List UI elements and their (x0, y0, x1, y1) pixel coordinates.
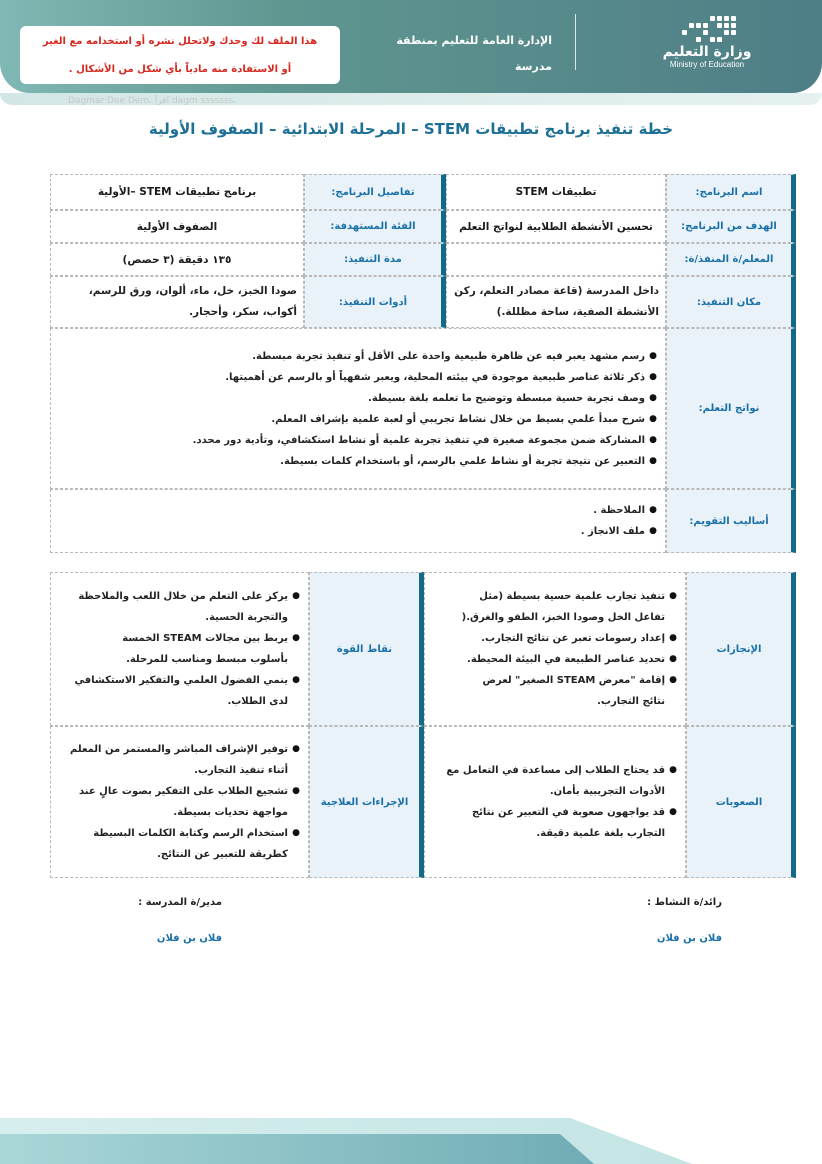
principal-name: فلان بن فلان (156, 933, 222, 944)
item-line: ● يركز على التعلم من خلال اللعب والملاحظة (78, 591, 288, 602)
table-row (50, 243, 796, 276)
ministry-name-ar: وزارة التعليم (662, 44, 752, 60)
evaluation-results-table (50, 572, 796, 878)
goal-value: تحسين الأنشطة الطلابية لنواتج التعلم (446, 210, 666, 243)
item-line: نتائج التجارب. (597, 696, 665, 707)
table-row (50, 726, 796, 878)
program-details-label: تفاصيل البرنامج: (304, 174, 446, 210)
list-item (429, 628, 677, 649)
leader-name: فلان بن فلان (656, 933, 722, 944)
logo-dots-icon (678, 16, 736, 42)
list-item (55, 670, 300, 712)
admin-line-2: مدرسة (515, 60, 552, 73)
item-line: ● استخدام الرسم وكتابة الكلمات البسيطة (93, 828, 288, 839)
item-line: ● تشجيع الطلاب على التفكير بصوت عالٍ عند (79, 786, 288, 797)
duration-label: مدة التنفيذ: (304, 243, 446, 276)
item-line: ● تحديد عناصر الطبيعة في البيئة المحيطة. (467, 654, 665, 665)
achievements-cell (424, 572, 686, 726)
item-line: كطريقة للتعبير عن النتائج. (157, 849, 288, 860)
list-item (55, 628, 300, 670)
item-line: تفاعل الخل وصودا الخبز، الطفو والغرق.( (461, 612, 665, 623)
item-line: أثناء تنفيذ التجارب. (194, 765, 288, 776)
notice-line-2: أو الاستفادة منه مادياً بأي شكل من الأشكال . (68, 64, 292, 75)
item-line: بأسلوب مبسط ومناسب للمرحلة. (126, 654, 288, 665)
program-name-label: اسم البرنامج: (666, 174, 796, 210)
table-row (50, 210, 796, 243)
target-label: الفئة المستهدفة: (304, 210, 446, 243)
tools-value-line-1: صودا الخبز، خل، ماء، ألوان، ورق للرسم، (88, 285, 297, 297)
evaluation-cell (50, 489, 666, 553)
place-value-line-1: داخل المدرسة (قاعة مصادر التعلم، ركن (454, 285, 659, 297)
achievements-list (429, 586, 677, 712)
item-line: التجارب بلغة علمية دقيقة. (536, 828, 665, 839)
list-item: ● وصف تجربة حسية مبسطة وتوضيح ما تعلمه بلغة بسيطة. (51, 388, 657, 409)
table-row (50, 572, 796, 726)
ministry-logo (632, 16, 782, 78)
list-item: ● ذكر ثلاثة عناصر طبيعية موجودة في بيئته المحلية، ويعبر شفهياً أو بالرسم عن أهميتها. (51, 367, 657, 388)
remedial-cell (50, 726, 309, 878)
teacher-label: المعلم/ة المنفذ/ة: (666, 243, 796, 276)
item-line: ● إعداد رسومات تعبر عن نتائج التجارب. (481, 633, 665, 644)
strengths-label: نقاط القوة (309, 572, 424, 726)
copyright-notice (20, 26, 340, 84)
goal-label: الهدف من البرنامج: (666, 210, 796, 243)
item-line: ● يربط بين مجالات STEAM الخمسة (122, 633, 288, 644)
item-line: لدى الطلاب. (227, 696, 288, 707)
principal-label: مدير/ة المدرسة : (138, 897, 222, 908)
list-item: ● شرح مبدأ علمي بسيط من خلال نشاط تجريبي أو لعبة علمية بإشراف المعلم. (51, 409, 657, 430)
list-item: ● رسم مشهد يعبر فيه عن ظاهرة طبيعية واحدة على الأقل أو تنفيذ تجربة مبسطة. (51, 346, 657, 367)
strengths-list (55, 586, 300, 712)
list-item (55, 823, 300, 865)
list-item: ● الملاحظة . (51, 500, 657, 521)
tools-value-line-2: أكواب، سكر، وأحجار. (189, 306, 297, 318)
leader-label: رائد/ة النشاط : (647, 897, 722, 908)
list-item: ● التعبير عن نتيجة تجربة أو نشاط علمي بالرسم، أو باستخدام كلمات بسيطة. (51, 451, 657, 472)
item-line: ● تنفيذ تجارب علمية حسية بسيطة (مثل (479, 591, 665, 602)
list-item (429, 586, 677, 628)
header-divider (575, 14, 576, 70)
evaluation-list (51, 500, 657, 542)
item-line: ● قد يواجهون صعوبة في التعبير عن نتائج (471, 807, 665, 818)
faded-watermark-text: Dagmar Dee Dem. اقرأ dagm sssssss. (68, 96, 237, 106)
list-item (429, 670, 677, 712)
notice-line-1: هذا الملف لك وحدك ولاتحلل نشره أو استخدامه مع الغير (42, 36, 318, 47)
item-line: ● توفير الإشراف المباشر والمستمر من المعلم (70, 744, 288, 755)
achievements-label: الإنجازات (686, 572, 796, 726)
list-item (55, 739, 300, 781)
item-line: ● إقامة "معرض STEAM الصغير" لعرض (482, 675, 665, 686)
item-line: مواجهة تحديات بسيطة. (173, 807, 288, 818)
item-line: ● ينمي الفضول العلمي والتفكير الاستكشافي (74, 675, 288, 686)
difficulties-label: الصعوبات (686, 726, 796, 878)
place-value-line-2: الأنشطة الصفية، ساحة مظللة.) (496, 306, 659, 318)
duration-value: ١٣٥ دقيقة (٣ حصص) (50, 243, 304, 276)
item-line: الأدوات التجريبية بأمان. (549, 786, 665, 797)
admin-line-1: الإدارة العامة للتعليم بمنطقة (396, 34, 552, 47)
remedial-list (55, 739, 300, 865)
list-item: ● المشاركة ضمن مجموعة صغيرة في تنفيذ تجربة علمية أو نشاط استكشافي، وتأدية دور محدد. (51, 430, 657, 451)
footer-wave (0, 1134, 822, 1164)
item-line: ● قد يحتاج الطلاب إلى مساعدة في التعامل مع (446, 765, 665, 776)
list-item (429, 802, 677, 844)
difficulties-cell (424, 726, 686, 878)
table-row (50, 174, 796, 210)
program-details-value: برنامج تطبيقات STEM –الأولية (50, 174, 304, 210)
list-item (55, 781, 300, 823)
place-label: مكان التنفيذ: (666, 276, 796, 328)
item-line: والتجربة الحسية. (205, 612, 288, 623)
tools-label: أدوات التنفيذ: (304, 276, 446, 328)
evaluation-label: أساليب التقويم: (666, 489, 796, 553)
program-name-value: تطبيقات STEM (446, 174, 666, 210)
tools-value (50, 276, 304, 328)
page-header (0, 0, 822, 93)
outcomes-cell (50, 328, 666, 489)
admin-block (396, 28, 552, 80)
ministry-name-en: Ministry of Education (669, 60, 745, 69)
remedial-label: الإجراءات العلاجية (309, 726, 424, 878)
strengths-cell (50, 572, 309, 726)
target-value: الصفوف الأولية (50, 210, 304, 243)
table-row (50, 489, 796, 553)
place-value (446, 276, 666, 328)
difficulties-list (429, 760, 677, 844)
table-row (50, 276, 796, 328)
list-item (429, 760, 677, 802)
table-row (50, 328, 796, 489)
list-item (55, 586, 300, 628)
list-item: ● ملف الانجاز . (51, 521, 657, 542)
list-item (429, 649, 677, 670)
teacher-value (446, 243, 666, 276)
outcomes-label: نواتج التعلم: (666, 328, 796, 489)
page-title: خطة تنفيذ برنامج تطبيقات STEM – المرحلة الابتدائية – الصفوف الأولية (148, 120, 674, 138)
program-info-table (50, 174, 796, 553)
outcomes-list (51, 346, 657, 472)
